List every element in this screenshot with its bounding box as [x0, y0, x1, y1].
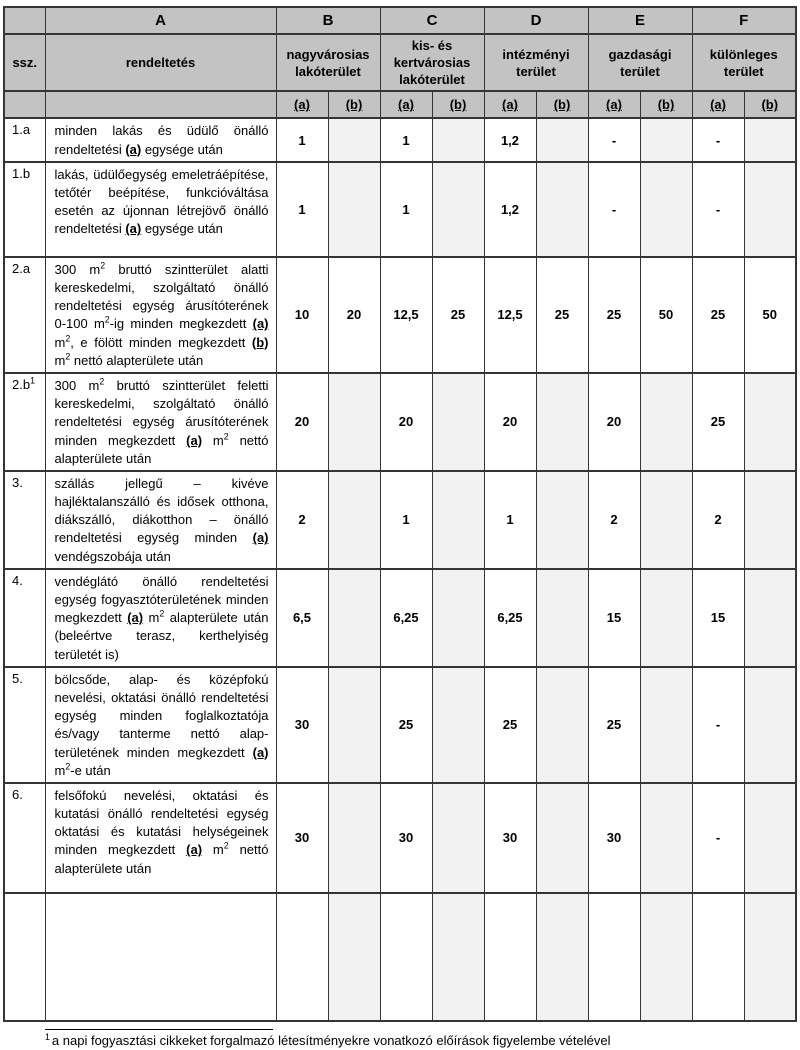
value-cell-e-a: 25: [588, 257, 640, 373]
subcol-a-header-b: (a): [276, 91, 328, 118]
row-id-cell: $2.b^1$: [4, 373, 45, 471]
value-cell-c-a: 12,5: [380, 257, 432, 373]
subcol-a-header-f: (a): [692, 91, 744, 118]
value-cell-c-b: [432, 373, 484, 471]
table-row: [4, 162, 796, 257]
column-letter-e: E: [588, 7, 692, 34]
subcol-b-header-c: (b): [432, 91, 484, 118]
value-cell-c-a: [380, 893, 432, 1021]
footnote-marker: 1: [45, 1031, 50, 1042]
row-id-cell: 1.b: [4, 162, 45, 257]
area-header-c: kis- és kertvárosias lakóterület: [380, 34, 484, 91]
value-cell-b-a: 20: [276, 373, 328, 471]
column-letter-c: C: [380, 7, 484, 34]
row-description-cell: szállás jellegű – kivéve hajléktalanszálló és idősek otthona, diákszálló, diákotthon – önálló rendeltetési egység minden (a) vendégszobája után: [45, 471, 276, 569]
subcol-b-header-d: (b): [536, 91, 588, 118]
value-cell-b-b: [328, 667, 380, 783]
value-cell-c-a: 25: [380, 667, 432, 783]
value-cell-b-b: [328, 893, 380, 1021]
value-cell-e-a: 15: [588, 569, 640, 667]
value-cell-e-a: 25: [588, 667, 640, 783]
table-row: [4, 569, 796, 667]
value-cell-f-a: 2: [692, 471, 744, 569]
subcol-a-header-e: (a): [588, 91, 640, 118]
value-cell-c-a: 20: [380, 373, 432, 471]
row-id-cell: 5.: [4, 667, 45, 783]
value-cell-e-b: 50: [640, 257, 692, 373]
value-cell-b-b: [328, 471, 380, 569]
footnote-text: [45, 1033, 797, 1050]
value-cell-e-b: [640, 569, 692, 667]
value-cell-b-a: 1: [276, 162, 328, 257]
value-cell-f-a: -: [692, 118, 744, 161]
value-cell-f-b: [744, 373, 796, 471]
value-cell-c-b: [432, 471, 484, 569]
area-header-b: nagyvárosias lakóterület: [276, 34, 380, 91]
value-cell-f-a: [692, 893, 744, 1021]
row-id-cell: [4, 893, 45, 1021]
table-row: [4, 373, 796, 471]
value-cell-c-a: 1: [380, 118, 432, 161]
subcol-b-header-b: (b): [328, 91, 380, 118]
table-row: [4, 257, 796, 373]
value-cell-b-b: [328, 569, 380, 667]
value-cell-b-a: 30: [276, 667, 328, 783]
value-cell-f-b: [744, 893, 796, 1021]
value-cell-e-a: -: [588, 118, 640, 161]
value-cell-e-b: [640, 783, 692, 893]
value-cell-d-a: 6,25: [484, 569, 536, 667]
value-cell-b-a: 6,5: [276, 569, 328, 667]
value-cell-f-a: -: [692, 783, 744, 893]
area-header-d: intézményi terület: [484, 34, 588, 91]
subcol-a-header-c: (a): [380, 91, 432, 118]
column-letters-row: [4, 7, 796, 34]
subcolumns-row: [4, 91, 796, 118]
column-names-row: [4, 34, 796, 91]
value-cell-d-a: 1,2: [484, 118, 536, 161]
ssz-subheader-spacer: [4, 91, 45, 118]
value-cell-d-a: [484, 893, 536, 1021]
column-letter-f: F: [692, 7, 796, 34]
value-cell-c-a: 1: [380, 471, 432, 569]
value-cell-d-b: [536, 162, 588, 257]
value-cell-c-a: 6,25: [380, 569, 432, 667]
value-cell-e-a: 30: [588, 783, 640, 893]
value-cell-f-a: -: [692, 667, 744, 783]
table-row: [4, 471, 796, 569]
value-cell-c-b: 25: [432, 257, 484, 373]
value-cell-f-b: [744, 162, 796, 257]
value-cell-f-a: 25: [692, 257, 744, 373]
value-cell-e-a: 20: [588, 373, 640, 471]
table-header: [4, 7, 796, 118]
column-letter-b: B: [276, 7, 380, 34]
value-cell-e-b: [640, 118, 692, 161]
footnote-body: a napi fogyasztási cikkeket forgalmazó létesítményekre vonatkozó előírások figyelembe vételével: [51, 1032, 611, 1048]
value-cell-d-b: [536, 783, 588, 893]
value-cell-d-a: 12,5: [484, 257, 536, 373]
value-cell-e-b: [640, 471, 692, 569]
value-cell-f-b: [744, 667, 796, 783]
value-cell-e-b: [640, 162, 692, 257]
row-id-cell: 4.: [4, 569, 45, 667]
row-id-cell: 2.a: [4, 257, 45, 373]
value-cell-d-a: 20: [484, 373, 536, 471]
subcol-b-header-f: (b): [744, 91, 796, 118]
corner-cell: [4, 7, 45, 34]
value-cell-b-b: [328, 118, 380, 161]
value-cell-f-b: [744, 783, 796, 893]
value-cell-d-b: [536, 893, 588, 1021]
value-cell-e-a: [588, 893, 640, 1021]
value-cell-e-a: -: [588, 162, 640, 257]
row-id-cell: 1.a: [4, 118, 45, 161]
row-description-cell: bölcsőde, alap- és középfokú nevelési, oktatási önálló rendeltetési egység minden foglalkoztatója és/vagy tanterme nettó alap-területének minden megkezdett (a) $m^2-e$ után: [45, 667, 276, 783]
footnote: [3, 1029, 797, 1050]
subcol-a-header-d: (a): [484, 91, 536, 118]
value-cell-d-b: [536, 118, 588, 161]
row-id-cell: 3.: [4, 471, 45, 569]
row-description-cell: lakás, üdülőegység emeletráépítése, tetőtér beépítése, funkcióváltása esetén az újonnan létrejövő önálló rendeltetési (a) egysége után: [45, 162, 276, 257]
area-header-e: gazdasági terület: [588, 34, 692, 91]
value-cell-f-a: -: [692, 162, 744, 257]
footnote-separator: [45, 1029, 273, 1030]
rendeltetes-header-cell: rendeltetés: [45, 34, 276, 91]
area-header-f: különleges terület: [692, 34, 796, 91]
table-row: [4, 893, 796, 1021]
value-cell-f-b: 50: [744, 257, 796, 373]
table-row: [4, 667, 796, 783]
table-row: [4, 783, 796, 893]
rendeltetes-subheader-spacer: [45, 91, 276, 118]
value-cell-c-b: [432, 893, 484, 1021]
value-cell-f-b: [744, 569, 796, 667]
value-cell-b-a: 10: [276, 257, 328, 373]
table-body: [4, 118, 796, 1020]
value-cell-b-a: 1: [276, 118, 328, 161]
ssz-header-cell: ssz.: [4, 34, 45, 91]
column-letter-d: D: [484, 7, 588, 34]
value-cell-b-a: 30: [276, 783, 328, 893]
value-cell-d-b: [536, 667, 588, 783]
value-cell-c-b: [432, 667, 484, 783]
value-cell-d-a: 25: [484, 667, 536, 783]
value-cell-b-a: [276, 893, 328, 1021]
row-description-cell: 300 $m^2$ bruttó szintterület feletti kereskedelmi, szolgáltató önálló rendeltetési egység árusítóterének minden megkezdett (a) $m^2$ nettó alapterülete után: [45, 373, 276, 471]
value-cell-d-b: [536, 471, 588, 569]
fee-table: [3, 6, 797, 1022]
row-description-cell: felsőfokú nevelési, oktatási és kutatási önálló rendeltetési egység oktatási és kutatási helységeinek minden megkezdett (a) $m^2$ nettó alapterülete után: [45, 783, 276, 893]
table-row: [4, 118, 796, 161]
value-cell-f-b: [744, 471, 796, 569]
value-cell-e-b: [640, 373, 692, 471]
value-cell-b-b: 20: [328, 257, 380, 373]
value-cell-c-b: [432, 783, 484, 893]
value-cell-d-a: 30: [484, 783, 536, 893]
value-cell-c-a: 1: [380, 162, 432, 257]
value-cell-b-b: [328, 373, 380, 471]
value-cell-c-a: 30: [380, 783, 432, 893]
subcol-b-header-e: (b): [640, 91, 692, 118]
value-cell-d-a: 1: [484, 471, 536, 569]
value-cell-f-a: 25: [692, 373, 744, 471]
value-cell-d-b: 25: [536, 257, 588, 373]
value-cell-b-a: 2: [276, 471, 328, 569]
value-cell-e-b: [640, 667, 692, 783]
value-cell-d-b: [536, 373, 588, 471]
row-description-cell: 300 $m^2$ bruttó szintterület alatti kereskedelmi, szolgáltató önálló rendeltetési egység árusítóterének 0-100 $m^2-ig$ minden megkezdett (a) $m^2$, e fölött minden megkezdett (b) $m^2$ nettó alapterülete után: [45, 257, 276, 373]
value-cell-c-b: [432, 569, 484, 667]
row-id-cell: 6.: [4, 783, 45, 893]
value-cell-b-b: [328, 783, 380, 893]
value-cell-c-b: [432, 118, 484, 161]
row-description-cell: vendéglátó önálló rendeltetési egység fogyasztóterületének minden megkezdett (a) $m^2$ alapterülete után (beleértve terasz, kerthelyiség területét is): [45, 569, 276, 667]
value-cell-f-b: [744, 118, 796, 161]
value-cell-c-b: [432, 162, 484, 257]
value-cell-e-b: [640, 893, 692, 1021]
value-cell-e-a: 2: [588, 471, 640, 569]
row-description-cell: minden lakás és üdülő önálló rendeltetési (a) egysége után: [45, 118, 276, 161]
value-cell-f-a: 15: [692, 569, 744, 667]
value-cell-b-b: [328, 162, 380, 257]
value-cell-d-a: 1,2: [484, 162, 536, 257]
column-letter-a: A: [45, 7, 276, 34]
value-cell-d-b: [536, 569, 588, 667]
row-description-cell: [45, 893, 276, 1021]
